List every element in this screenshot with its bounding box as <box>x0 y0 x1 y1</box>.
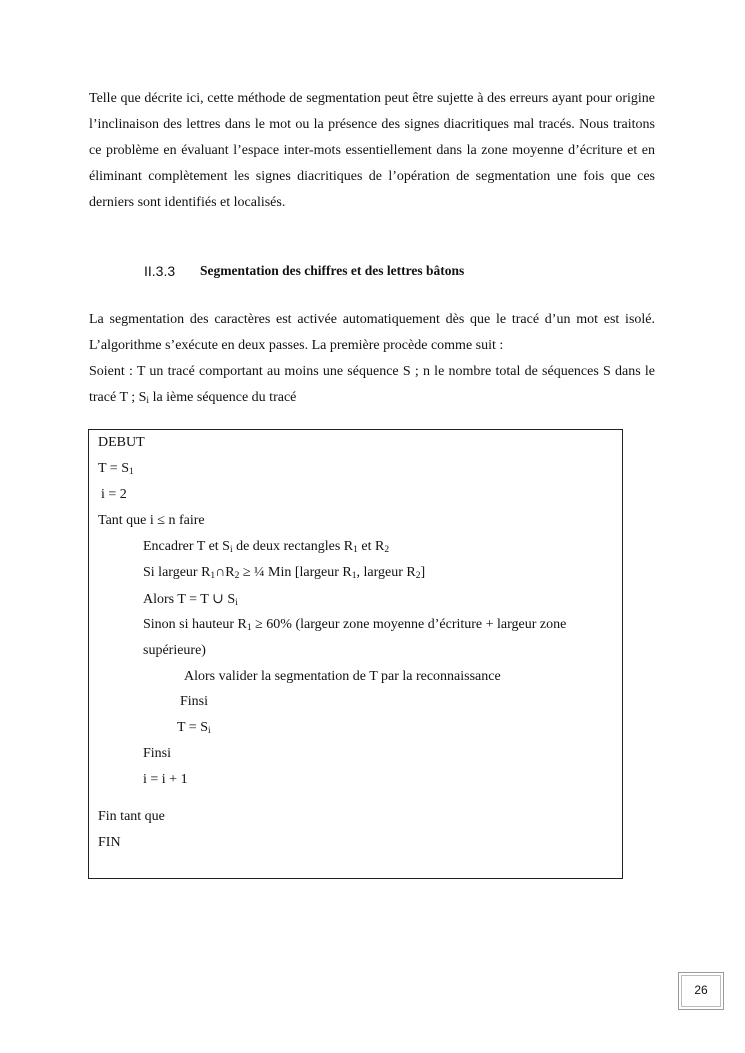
algo-while-end: Fin tant que <box>98 809 165 824</box>
algo-alors-valider: Alors valider la segmentation de T par la reconnaissance <box>184 669 501 684</box>
algo-si: Si largeur $R_1\cap R_2$ ≥ ¼ Min [largeur $R_1$, largeur $R_2$] <box>143 565 426 581</box>
intro-text: Telle que décrite ici, cette méthode de segmentation peut être sujette à des erreurs ayant pour origine l’inclinaison des lettres dans le mot ou la présence des signes diacritiques mal tracés. Nous traitons ce problème en évaluant l’espace inter-mots essentiellement dans la zone moyenne d’écriture et en éliminant complètement les signes diacritiques de l’opération de segmentation une fois que ces derniers sont identifiés et localisés. <box>89 91 655 210</box>
algo-while-start: Tant que i ≤ n faire <box>98 513 205 528</box>
algo-t-init: $T = S_1$ <box>98 461 134 477</box>
section-heading <box>144 260 464 282</box>
algo-increment: i = i + 1 <box>143 772 188 787</box>
section-title: Segmentation des chiffres et des lettres bâtons <box>200 263 465 278</box>
page-number-box <box>678 972 724 1010</box>
algo-t-reset: $T = S_i$ <box>177 720 211 736</box>
algo-sinon: Sinon si hauteur $R_1 \ge 60\%$ (largeur zone moyenne d’écriture + largeur zone <box>143 617 567 633</box>
algo-i-init: i = 2 <box>101 487 127 502</box>
algo-finsi-inner: Finsi <box>180 694 209 709</box>
algo-encadrer: Encadrer T et $S_i$ de deux rectangles $R_1$ et $R_2$ <box>143 539 390 555</box>
page-number: 26 <box>694 983 708 997</box>
algo-sinon-cont: supérieure) <box>143 643 206 658</box>
section-number: II.3.3 <box>144 263 176 279</box>
algo-debut: DEBUT <box>98 435 145 450</box>
algorithm-box <box>88 429 623 879</box>
body-line-1: La segmentation des caractères est activée automatiquement dès que le tracé d’un mot est isolé. L’algorithme s’exécute en deux passes. La première procède comme suit : <box>89 312 655 353</box>
algo-fin: FIN <box>98 835 121 850</box>
body-paragraph <box>89 307 655 414</box>
algo-finsi-outer: Finsi <box>143 746 172 761</box>
intro-paragraph <box>89 86 655 216</box>
body-line-2: Soient : T un tracé comportant au moins une séquence S ; n le nombre total de séquences S dans le tracé T ; $S_i$ la ième séquence du tracé <box>89 364 655 406</box>
algo-alors: Alors T = T ∪ $S_i$ <box>143 592 238 608</box>
